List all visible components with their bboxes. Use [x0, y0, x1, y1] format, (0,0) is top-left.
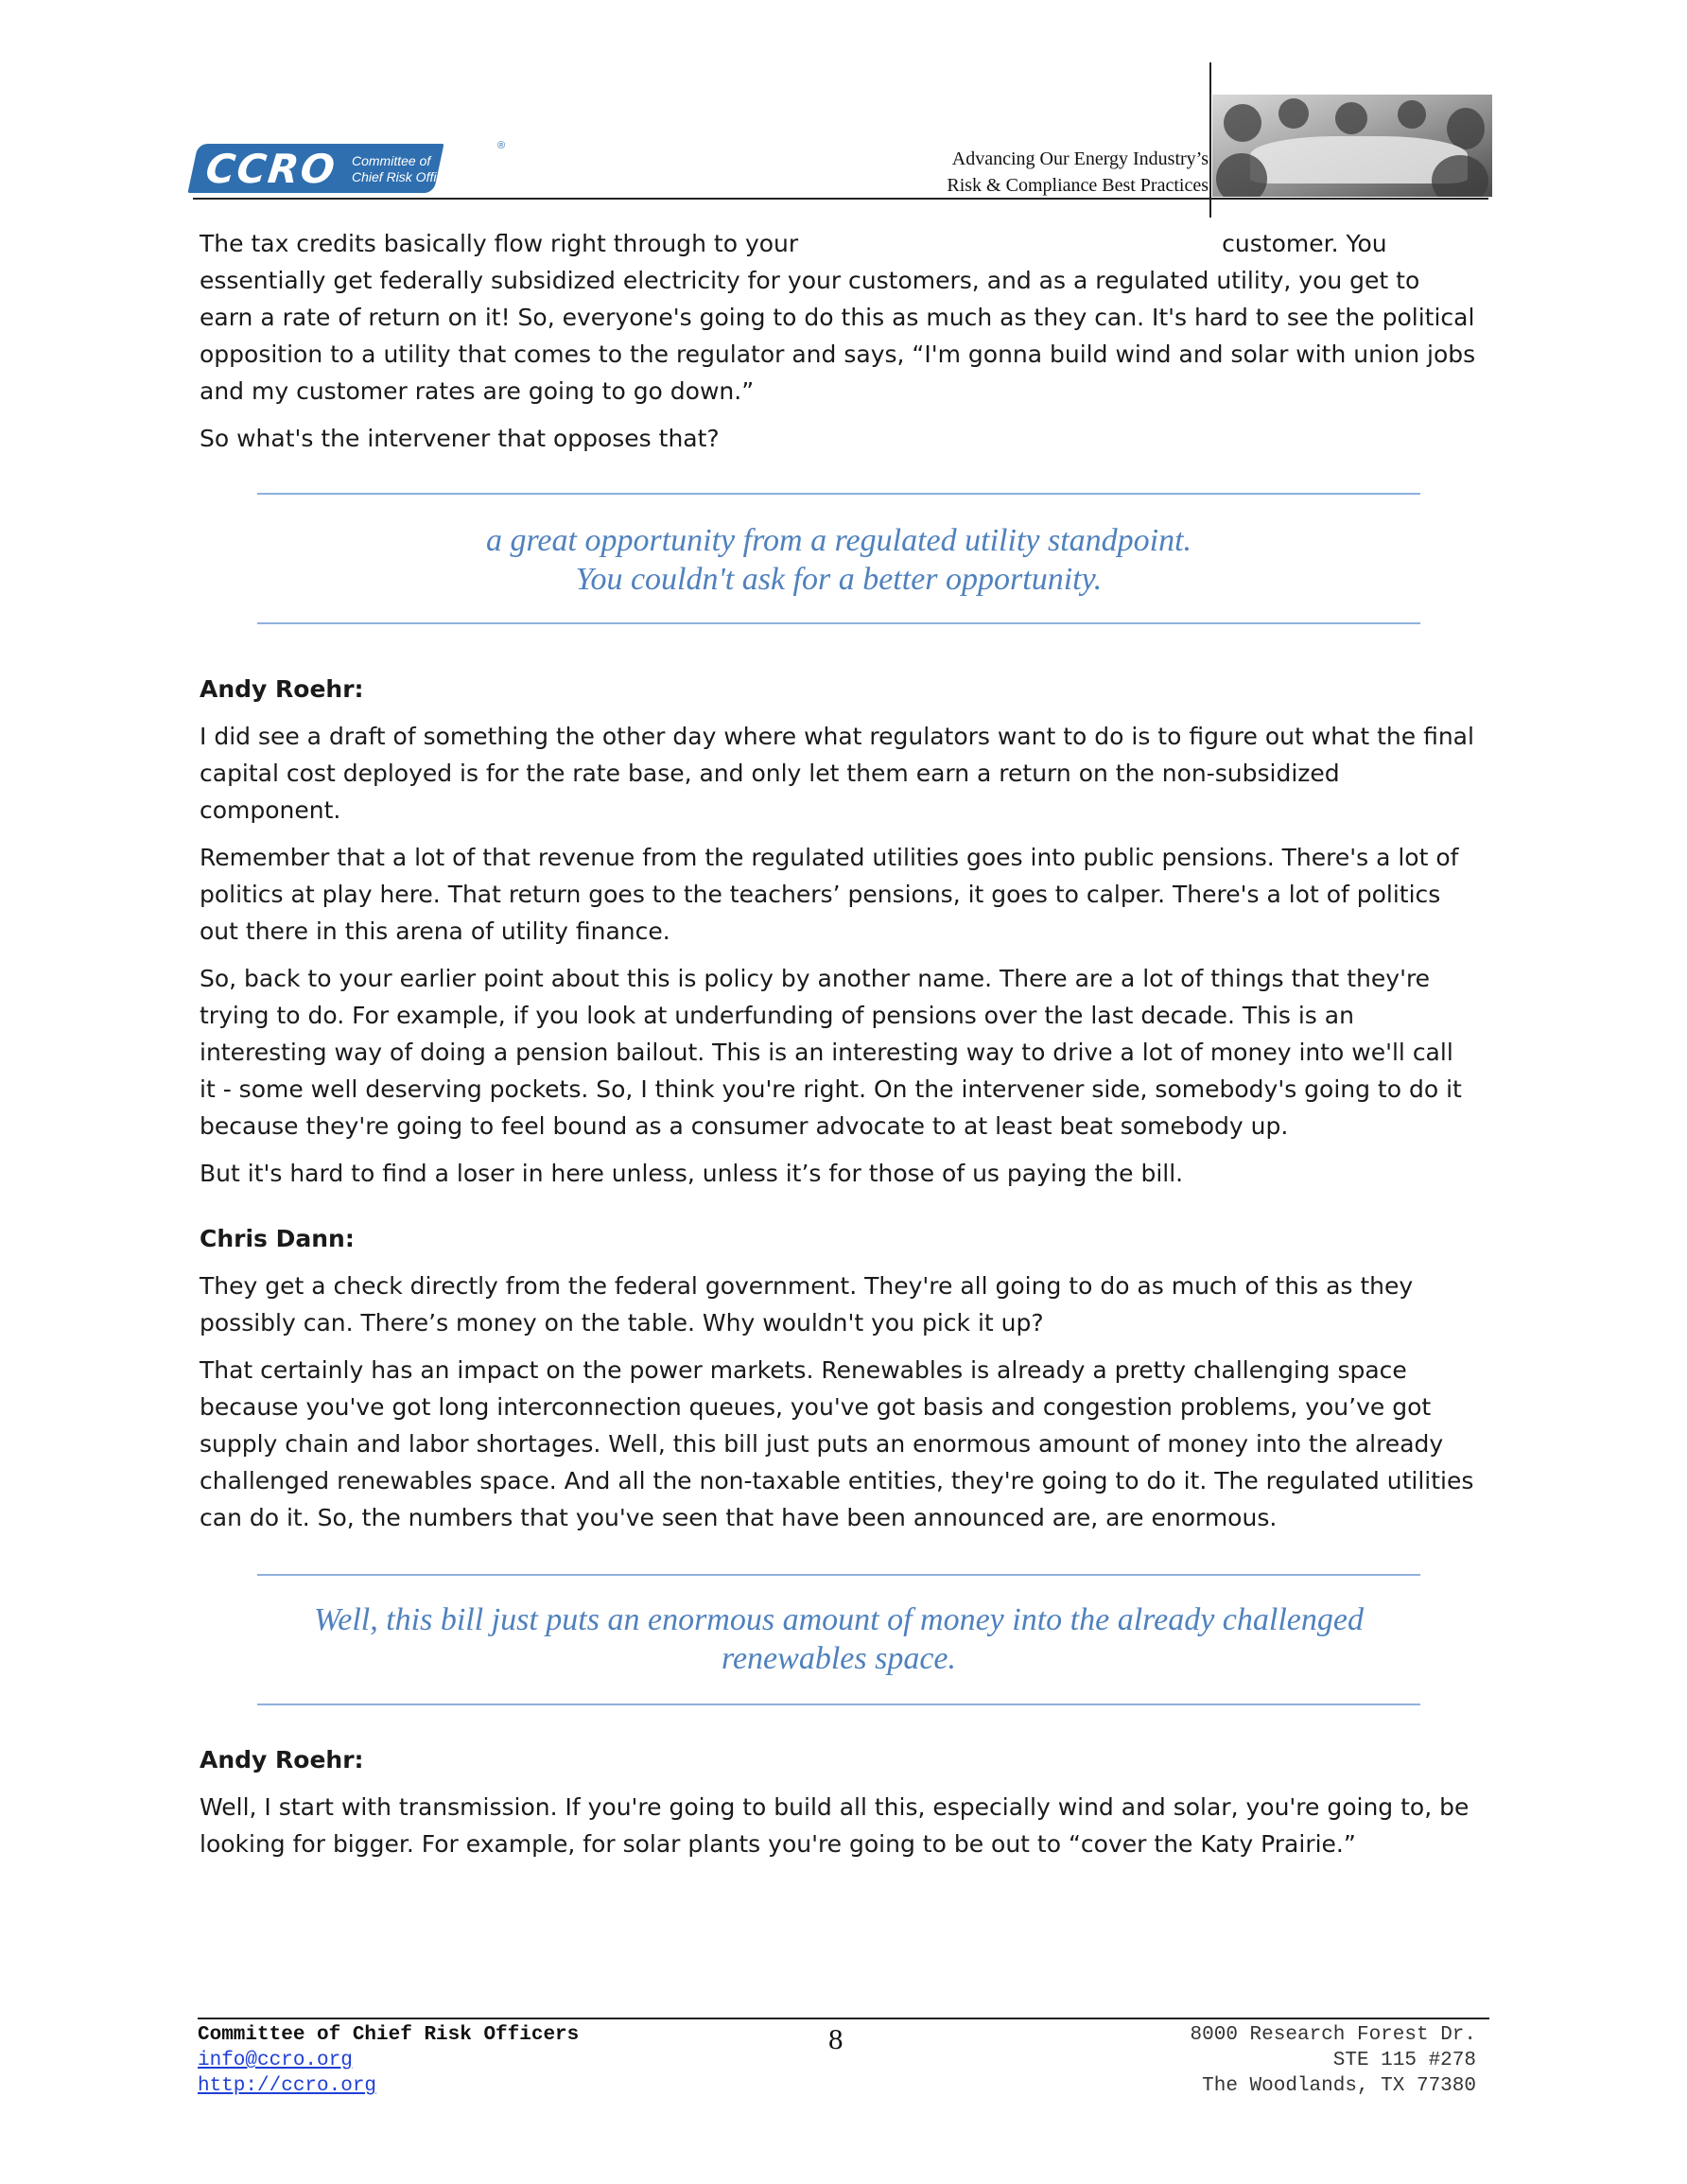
page-number: 8 [828, 2022, 844, 2055]
email-link[interactable]: info@ccro.org [198, 2050, 353, 2071]
pull-quote-line: You couldn't ask for a better opportunity. [575, 562, 1103, 597]
speaker-name: Chris Dann: [200, 1225, 355, 1252]
photo-person [1216, 153, 1267, 197]
paragraph: So what's the intervener that opposes that? [200, 425, 720, 452]
speaker-name: Andy Roehr: [200, 1746, 364, 1773]
photo-person [1278, 98, 1309, 129]
paragraph: They get a check directly from the federal government. They're all going to do as much of this as they possibly can. There’s money on the table. Why wouldn't you pick it up? [200, 1272, 1414, 1337]
address-line: STE 115 #278 [1332, 2050, 1476, 2071]
pull-quote-line: Well, this bill just puts an enormous amount of money into the already challenged [314, 1602, 1364, 1637]
paragraph: Well, I start with transmission. If you're going to build all this, especially wind and solar, you're going to, be looking for bigger. For example, for solar plants you're going to be out to “cover the Katy Prairie.” [200, 1793, 1470, 1858]
speaker-name: Andy Roehr: [200, 675, 364, 703]
pull-quote [257, 493, 1420, 624]
ccro-logo [193, 140, 510, 193]
paragraph: But it's hard to find a loser in here unless, unless it’s for those of us paying the bill. [200, 1160, 1184, 1187]
photo-person [1398, 100, 1426, 129]
address-line: 8000 Research Forest Dr. [1190, 2024, 1476, 2046]
pull-quote-line: a great opportunity from a regulated utility standpoint. [485, 523, 1192, 558]
page-header [193, 62, 1496, 221]
header-tagline [947, 146, 1209, 199]
footer-contact [198, 2022, 579, 2099]
pull-quote [257, 1574, 1420, 1705]
footer-address [1191, 2022, 1476, 2099]
header-rule [193, 198, 1488, 200]
website-link[interactable]: http://ccro.org [198, 2075, 377, 2097]
footer-rule [198, 2018, 1489, 2019]
paragraph: That certainly has an impact on the power markets. Renewables is already a pretty challenging space because you've got long interconnection queues, you've got basis and congestion problems, you’ve got supply chain and labor shortages. Well, this bill just puts an enormous amount of money into the already challenged renewables space. And all the non-taxable entities, they're going to do it. The regulated utilities can do it. So, the numbers that you've seen that have been announced are, are enormous. [200, 1356, 1474, 1531]
logo-subtitle-line2: Chief Risk Officers [352, 169, 461, 184]
tagline-line1: Advancing Our Energy Industry’s [951, 149, 1209, 169]
logo-subtitle-line1: Committee of [352, 153, 431, 168]
paragraph: So, back to your earlier point about this is policy by another name. There are a lot of things that they're trying to do. For example, if you look at underfunding of pensions over the last decade. This is an interesting way of doing a pension bailout. This is an interesting way to drive a lot of money into we'll call it - some well deserving pockets. So, I think you're right. On the intervener side, somebody's going to do it because they're going to feel bound as a consumer advocate to at least beat somebody up. [200, 965, 1462, 1140]
logo-subtitle [352, 153, 503, 185]
photo-person [1335, 102, 1367, 134]
meeting-photo [1212, 95, 1492, 197]
footer-org-name: Committee of Chief Risk Officers [198, 2024, 580, 2046]
paragraph: Remember that a lot of that revenue from the regulated utilities goes into public pensions. There's a lot of politics at play here. That return goes to the teachers’ pensions, it goes to calper. There's a lot of politics out there in this arena of utility finance. [200, 844, 1459, 945]
paragraph: I did see a draft of something the other day where what regulators want to do is to figure out what the final capital cost deployed is for the rate base, and only let them earn a return on the non-subsidized component. [200, 723, 1474, 824]
paragraph-text: The tax credits basically flow right through to your [200, 230, 799, 257]
registered-mark: ® [497, 140, 506, 151]
header-vertical-rule [1209, 62, 1211, 218]
photo-person [1224, 104, 1261, 142]
address-line: The Woodlands, TX 77380 [1202, 2075, 1476, 2097]
photo-person [1432, 155, 1488, 197]
tagline-line2: Risk & Compliance Best Practices [947, 175, 1209, 196]
logo-text: CCRO [203, 146, 339, 192]
document-body [200, 225, 1476, 1873]
pull-quote-line: renewables space. [721, 1641, 956, 1676]
paragraph [200, 225, 1476, 410]
paragraph-text: customer. You essentially get federally subsidized electricity for your customers, and as a regulated utility, you get to earn a rate of return on it! So, everyone's going to do this as much as they can. It's hard to see the political opposition to a utility that comes to the regulator and says, “I'm gonna build wind and solar with union jobs and my customer rates are going to go down.” [200, 230, 1476, 405]
photo-person [1447, 108, 1485, 149]
